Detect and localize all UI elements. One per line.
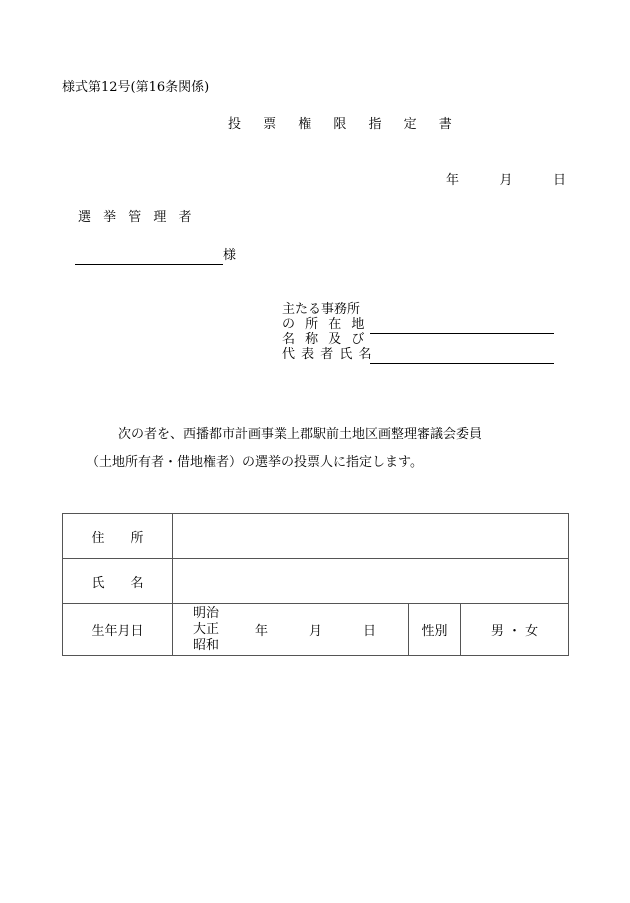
body-text-line-1: 次の者を、西播都市計画事業上郡駅前土地区画整理審議会委員 xyxy=(118,427,483,442)
sex-label: 性別 xyxy=(409,604,461,656)
body-text-line-2: （土地所有者・借地権者）の選挙の投票人に指定します。 xyxy=(86,455,423,470)
document-title: 投 票 権 限 指 定 書 xyxy=(228,117,461,132)
name-row xyxy=(63,559,569,604)
address-row xyxy=(63,514,569,559)
era-list xyxy=(173,606,219,654)
birthdate-ymd xyxy=(219,620,408,639)
birthdate-label: 生年月日 xyxy=(63,604,173,656)
era-meiji: 明治 xyxy=(193,605,220,621)
addressee-name-line xyxy=(75,264,223,265)
date-year-label: 年 xyxy=(446,173,460,188)
form-number-label: 様式第12号(第16条関係) xyxy=(62,80,210,95)
birthdate-row xyxy=(63,604,569,656)
era-showa: 昭和 xyxy=(193,637,220,653)
recipient-label: 選 挙 管 理 者 xyxy=(78,210,196,225)
name-field[interactable] xyxy=(173,559,569,604)
sex-options[interactable]: 男 ・ 女 xyxy=(461,604,569,656)
office-label-2: の 所 在 地 xyxy=(282,317,368,332)
name-label-2: 代 表 者 氏 名 xyxy=(282,347,373,362)
applicant-representative-line xyxy=(370,363,554,364)
birthdate-field[interactable] xyxy=(173,604,409,656)
voter-info-table xyxy=(62,513,569,656)
birth-month-label: 月 xyxy=(309,624,323,639)
applicant-address-line xyxy=(370,333,554,334)
name-label-1: 名 称 及 び xyxy=(282,332,368,347)
birth-day-label: 日 xyxy=(362,624,376,639)
issue-date xyxy=(446,174,566,187)
address-field[interactable] xyxy=(173,514,569,559)
name-label: 氏 名 xyxy=(63,559,173,604)
address-label: 住 所 xyxy=(63,514,173,559)
office-label-1: 主たる事務所 xyxy=(282,302,361,317)
birth-year-label: 年 xyxy=(255,624,269,639)
addressee-honorific: 様 xyxy=(223,248,237,263)
date-day-label: 日 xyxy=(552,173,566,188)
era-taisho: 大正 xyxy=(193,621,220,637)
date-month-label: 月 xyxy=(499,173,513,188)
